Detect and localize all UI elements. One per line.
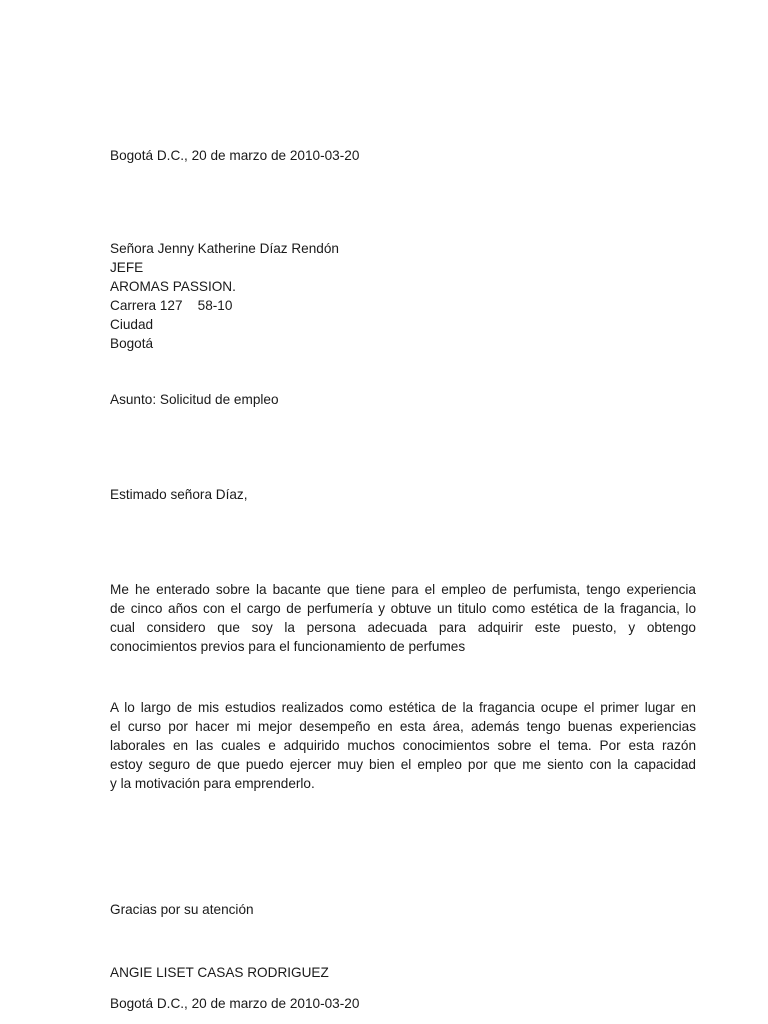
body-paragraph-1	[110, 580, 696, 656]
paragraph-line: cual considero que soy la persona adecuada para adquirir este puesto, y obtengo	[110, 620, 696, 635]
paragraph-line: A lo largo de mis estudios realizados como estética de la fragancia ocupe el primer lugar en	[110, 700, 696, 715]
recipient-title: JEFE	[110, 260, 144, 275]
paragraph-line: conocimientos previos para el funcionamiento de perfumes	[110, 639, 466, 654]
paragraph-line: y la motivación para emprenderlo.	[110, 776, 315, 791]
letter-date: Bogotá D.C., 20 de marzo de 2010-03-20	[110, 148, 360, 163]
recipient-city: Bogotá	[110, 336, 154, 351]
recipient-address: Carrera 127 58-10	[110, 298, 233, 313]
body-paragraph-2	[110, 698, 696, 793]
recipient-city-label: Ciudad	[110, 317, 154, 332]
letter-salutation: Estimado señora Díaz,	[110, 487, 248, 502]
recipient-company: AROMAS PASSION.	[110, 279, 236, 294]
recipient-name: Señora Jenny Katherine Díaz Rendón	[110, 241, 339, 256]
paragraph-line: el curso por hacer mi mejor desempeño en esta área, además tengo buenas experiencias	[110, 719, 696, 734]
letter-closing: Gracias por su atención	[110, 902, 254, 917]
letter-subject: Asunto: Solicitud de empleo	[110, 392, 279, 407]
paragraph-line: de cinco años con el cargo de perfumería y obtuve un titulo como estética de la fragancia, lo	[110, 601, 696, 616]
paragraph-line: laborales en las cuales e adquirido muchos conocimientos sobre el tema. Por esta razón	[110, 738, 696, 753]
signature-name: ANGIE LISET CASAS RODRIGUEZ	[110, 965, 329, 980]
paragraph-line: estoy seguro de que puedo ejercer muy bien el empleo por que me siento con la capacidad	[110, 757, 696, 772]
recipient-block	[110, 239, 339, 353]
paragraph-line: Me he enterado sobre la bacante que tiene para el empleo de perfumista, tengo experiencia	[110, 582, 696, 597]
letter-date-bottom: Bogotá D.C., 20 de marzo de 2010-03-20	[110, 996, 360, 1011]
